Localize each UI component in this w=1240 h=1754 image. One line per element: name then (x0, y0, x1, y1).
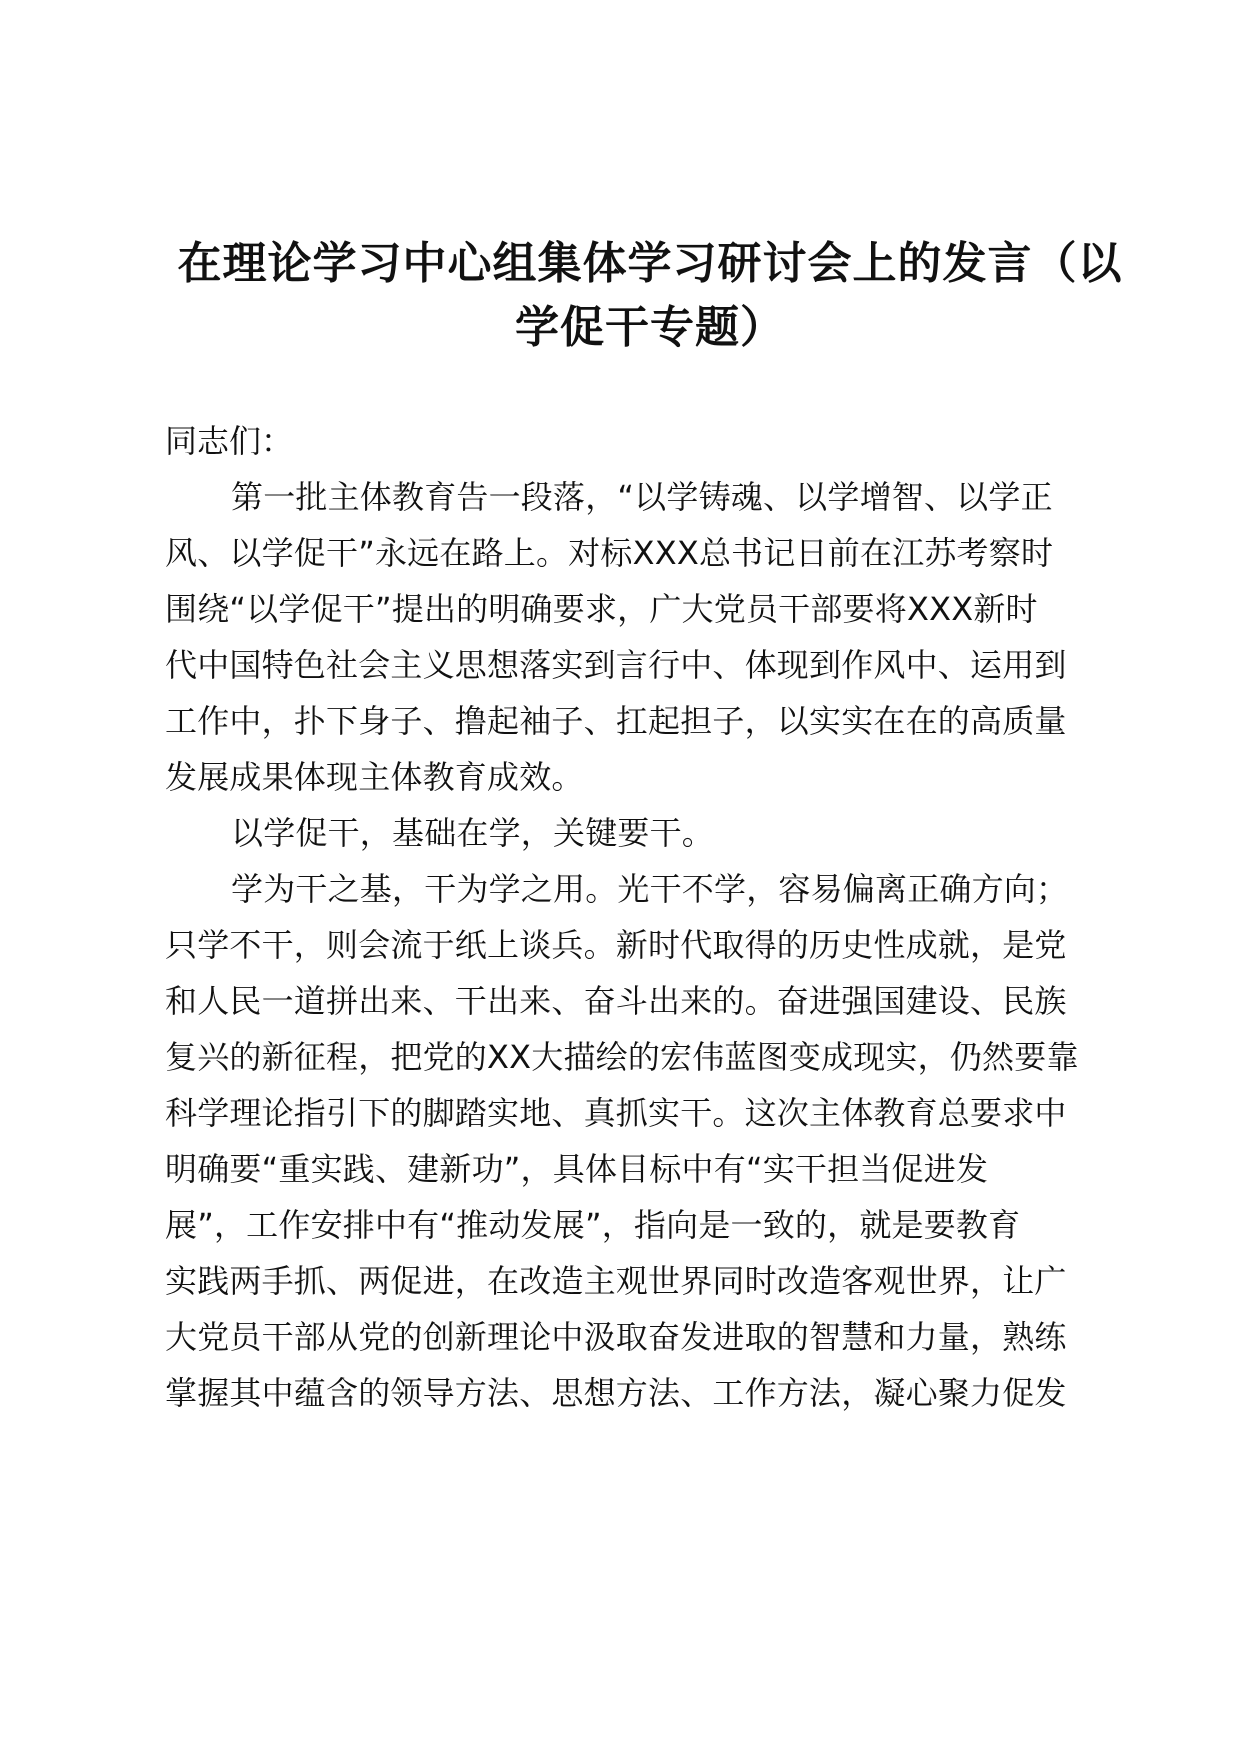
body-line: 大党员干部从党的创新理论中汲取奋发进取的智慧和力量，熟练 (165, 1318, 1067, 1356)
salutation: 同志们： (165, 422, 294, 460)
body-line: 发展成果体现主体教育成效。 (165, 758, 584, 796)
body-line: 明确要“重实践、建新功”，具体目标中有“实干担当促进发 (165, 1150, 989, 1188)
body-line: 以学促干，基础在学，关键要干。 (231, 814, 715, 852)
body-line: 展”，工作安排中有“推动发展”，指向是一致的，就是要教育 (165, 1206, 1021, 1244)
body-line: 第一批主体教育告一段落，“以学铸魂、以学增智、以学正 (231, 478, 1053, 516)
body-line: 复兴的新征程，把党的XX大描绘的宏伟蓝图变成现实，仍然要靠 (165, 1038, 1079, 1076)
body-line: 科学理论指引下的脚踏实地、真抓实干。这次主体教育总要求中 (165, 1094, 1067, 1132)
body-line: 只学不干，则会流于纸上谈兵。新时代取得的历史性成就，是党 (165, 926, 1067, 964)
body-line: 围绕“以学促干”提出的明确要求，广大党员干部要将XXX新时 (165, 590, 1038, 628)
body-line: 风、以学促干”永远在路上。对标XXX总书记日前在江苏考察时 (165, 534, 1054, 572)
body-line: 掌握其中蕴含的领导方法、思想方法、工作方法，凝心聚力促发 (165, 1374, 1067, 1412)
body-line: 学为干之基，干为学之用。光干不学，容易偏离正确方向； (231, 870, 1069, 908)
document-title (150, 232, 1150, 360)
body-line: 和人民一道拼出来、干出来、奋斗出来的。奋进强国建设、民族 (165, 982, 1067, 1020)
body-line: 实践两手抓、两促进，在改造主观世界同时改造客观世界，让广 (165, 1262, 1067, 1300)
title-line-2: 学促干专题） (515, 302, 785, 353)
body-line: 工作中，扑下身子、撸起袖子、扛起担子，以实实在在的高质量 (165, 702, 1067, 740)
title-line-1: 在理论学习中心组集体学习研讨会上的发言（以 (177, 238, 1123, 289)
body-line: 代中国特色社会主义思想落实到言行中、体现到作风中、运用到 (165, 646, 1067, 684)
